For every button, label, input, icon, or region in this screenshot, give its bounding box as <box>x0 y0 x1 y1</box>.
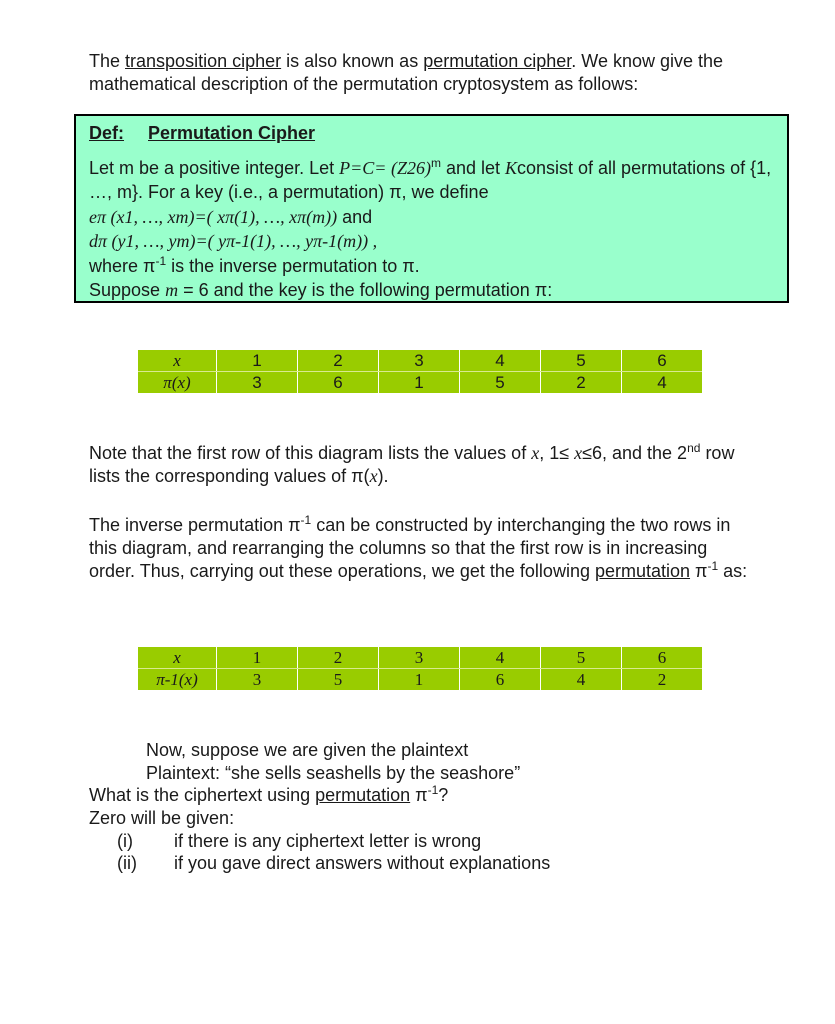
inverse-note: where $\pi^{-1}$ is the inverse permutation to π. <box>89 253 420 276</box>
table-cell: 6 <box>622 350 703 372</box>
table-row <box>138 350 702 372</box>
table-cell: 5 <box>541 350 622 372</box>
list-item: if you gave direct answers without explanations <box>174 853 551 873</box>
table-row <box>138 372 702 394</box>
table-cell: 6 <box>298 372 379 394</box>
permutation-cipher-link[interactable]: permutation cipher <box>423 51 572 71</box>
list-marker: (i) <box>117 831 133 851</box>
list-marker: (ii) <box>117 853 137 873</box>
definition-title: Permutation Cipher <box>148 123 316 143</box>
table-cell: 1 <box>217 647 298 669</box>
row-label-pi-inverse: π-1(x) <box>156 669 198 689</box>
permutation-link-2[interactable]: permutation <box>315 785 411 805</box>
table-cell: 4 <box>460 647 541 669</box>
table-cell: 3 <box>217 372 298 394</box>
table-cell: 2 <box>541 372 622 394</box>
table-cell: 1 <box>379 669 460 691</box>
inverse-paragraph: The inverse permutation $\pi^{-1}$ can be constructed by interchanging the two rows in this diagram, and rearranging the columns so that the first row is in increasing order. Thus, carrying out these operations, we get the following permutation $\pi^{-1}$ as: <box>89 513 748 581</box>
question-line-1: Now, suppose we are given the plaintext <box>146 740 469 760</box>
table-row <box>138 669 702 691</box>
table-cell: 4 <box>541 669 622 691</box>
table-cell: 4 <box>622 372 703 394</box>
table-cell: 4 <box>460 350 541 372</box>
definition-line-1: Let m be a positive integer. Let $P=C= (Z26)^m$ and let Kconsist of all permutations of {1, …, m}. For a key (i.e., a permutation) π, we define <box>89 155 772 202</box>
table-cell: 5 <box>298 669 379 691</box>
decryption-rule: dπ (y1, …, ym)=( yπ-1(1), …, yπ-1(m)) , <box>89 231 378 251</box>
list-item: if there is any ciphertext letter is wrong <box>174 831 482 851</box>
definition-box <box>74 114 789 303</box>
note-paragraph: Note that the first row of this diagram lists the values of x, 1≤ x≤6, and the 2nd row lists the corresponding values of π(x). <box>89 441 735 486</box>
table-cell: 6 <box>622 647 703 669</box>
table-cell: 2 <box>622 669 703 691</box>
intro-text-2: is also known as <box>281 51 424 71</box>
plaintext-line: Plaintext: “she sells seashells by the seashore” <box>146 763 521 783</box>
row-label-x: x <box>138 350 217 372</box>
definition-heading <box>89 121 779 146</box>
table-cell: 2 <box>298 647 379 669</box>
permutation-link[interactable]: permutation <box>594 561 691 581</box>
row-label-pi: π(x) <box>163 372 191 392</box>
table-cell: 1 <box>379 372 460 394</box>
question-line-3: What is the ciphertext using permutation $\pi^{-1}$? <box>89 783 449 805</box>
permutation-table <box>138 350 702 393</box>
table-cell: 2 <box>298 350 379 372</box>
question-intro <box>146 739 520 785</box>
table-cell: 1 <box>217 350 298 372</box>
row-label-x: x <box>138 647 217 669</box>
zero-given-line: Zero will be given: <box>89 808 235 828</box>
table-cell: 5 <box>541 647 622 669</box>
intro-paragraph <box>89 50 749 96</box>
table-cell: 3 <box>379 647 460 669</box>
intro-text-1: The <box>89 51 126 71</box>
question-body <box>89 784 448 830</box>
suppose-line: Suppose m = 6 and the key is the following permutation π: <box>89 280 553 300</box>
transposition-cipher-link[interactable]: transposition cipher <box>125 51 282 71</box>
table-cell: 6 <box>460 669 541 691</box>
table-row <box>138 647 702 669</box>
table-cell: 3 <box>217 669 298 691</box>
intro-text-3: . We know give the mathematical description of the permutation cryptosystem as follows: <box>89 51 724 94</box>
table-cell: 3 <box>379 350 460 372</box>
encryption-rule: eπ (x1, …, xm)=( xπ(1), …, xπ(m)) and <box>89 206 373 227</box>
table-cell: 5 <box>460 372 541 394</box>
inverse-permutation-table <box>138 647 702 690</box>
definition-label: Def: <box>89 123 124 143</box>
